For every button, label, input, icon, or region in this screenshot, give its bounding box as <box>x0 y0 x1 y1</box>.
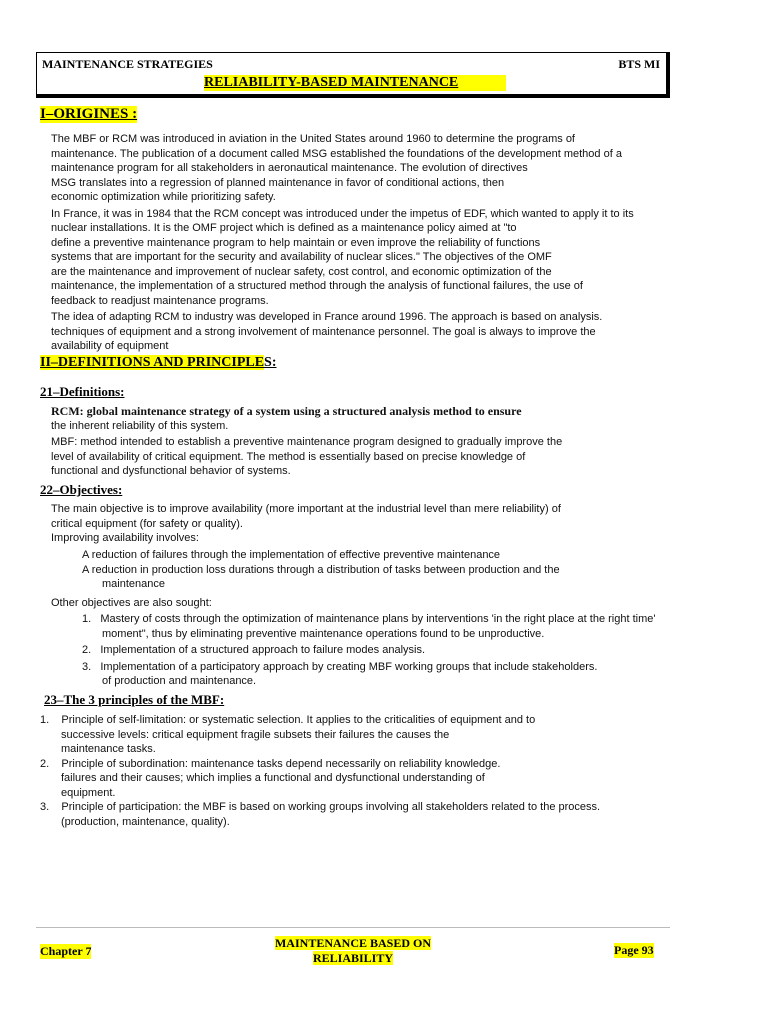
text-line: feedback to readjust maintenance programs. <box>51 294 269 307</box>
text-line: are the maintenance and improvement of nuclear safety, cost control, and economic optimization of the <box>51 265 552 278</box>
other-objectives-label: Other objectives are also sought: <box>51 597 212 609</box>
principle-item: 1. Principle of self-limitation: or systematic selection. It applies to the criticalities of equipment and to <box>40 714 536 726</box>
bullet-continuation: maintenance <box>102 578 165 590</box>
principle-item: 2. Principle of subordination: maintenance tasks depend necessarily on reliability knowledge. <box>40 757 501 770</box>
objectives-body <box>51 502 687 546</box>
text-line: maintenance program for all stakeholders in aeronautical maintenance. The evolution of directives <box>51 162 528 174</box>
footer-divider <box>36 927 670 928</box>
principle-continuation: (production, maintenance, quality). <box>61 815 230 828</box>
section-2-title <box>40 355 277 371</box>
principle-continuation: equipment. <box>61 786 116 799</box>
section-2-title-highlight: II–DEFINITIONS AND PRINCIPLE <box>40 355 265 370</box>
text-line: maintenance, the implementation of a structured method through the analysis of functional failures, the use of <box>51 280 583 292</box>
footer-title-line2: RELIABILITY <box>312 951 394 965</box>
section-2-title-rest: S: <box>264 355 277 370</box>
text-line: economic optimization while prioritizing safety. <box>51 191 276 203</box>
numbered-continuation: of production and maintenance. <box>102 675 257 687</box>
numbered-item: 2. Implementation of a structured approach to failure modes analysis. <box>82 644 426 656</box>
section-1-body <box>51 132 687 354</box>
text-line: The idea of adapting RCM to industry was developed in France around 1996. The approach is based on analysis. <box>51 311 603 323</box>
definitions-body <box>51 404 711 479</box>
text-line: The main objective is to improve availability (more important at the industrial level than mere reliability) of <box>51 503 561 515</box>
text-line: techniques of equipment and a strong involvement of maintenance personnel. The goal is always to improve the <box>51 325 596 338</box>
text-line: level of availability of critical equipment. The method is essentially based on precise knowledge of <box>51 450 526 463</box>
text-line: functional and dysfunctional behavior of systems. <box>51 465 291 477</box>
footer-title <box>256 936 450 966</box>
footer-title-line1: MAINTENANCE BASED ON <box>274 936 432 950</box>
footer-page-number: Page 93 <box>614 943 654 957</box>
rcm-definition: RCM: global maintenance strategy of a system using a structured analysis method to ensure <box>51 404 522 418</box>
principle-item: 3. Principle of participation: the MBF is based on working groups involving all stakeholders related to the process. <box>40 801 601 813</box>
bullet-item: A reduction in production loss durations through a distribution of tasks between production and the <box>82 563 560 576</box>
text-line: Improving availability involves: <box>51 532 199 544</box>
objectives-bullets <box>82 548 682 592</box>
text-line: MSG translates into a regression of planned maintenance in favor of conditional actions, then <box>51 176 505 189</box>
header-title: RELIABILITY-BASED MAINTENANCE <box>204 75 506 91</box>
text-line: availability of equipment <box>51 340 169 352</box>
text-line: nuclear installations. It is the OMF project which is defined as a maintenance policy aimed at "to <box>51 222 517 234</box>
definitions-title: 21–Definitions: <box>40 384 125 399</box>
text-line: the inherent reliability of this system. <box>51 419 229 432</box>
principles-title: 23–The 3 principles of the MBF: <box>44 692 225 707</box>
text-line: The MBF or RCM was introduced in aviation in the United States around 1960 to determine the programs of <box>51 133 575 145</box>
header-left: MAINTENANCE STRATEGIES <box>42 57 213 71</box>
objectives-title: 22–Objectives: <box>40 482 123 497</box>
numbered-item: 3. Implementation of a participatory approach by creating MBF working groups that include stakeholders. <box>82 660 598 673</box>
text-line: systems that are important for the security and availability of nuclear slices." The objectives of the OMF <box>51 251 552 263</box>
header-right: BTS MI <box>618 57 660 71</box>
text-line: In France, it was in 1984 that the RCM concept was introduced under the impetus of EDF, which wanted to apply it to its <box>51 207 634 220</box>
section-1-title: I–ORIGINES : <box>40 106 138 122</box>
numbered-continuation: moment", thus by eliminating preventive maintenance operations found to be unproductive. <box>102 627 545 640</box>
principle-continuation: maintenance tasks. <box>61 743 156 755</box>
text-line: MBF: method intended to establish a preventive maintenance program designed to gradually improve the <box>51 436 563 448</box>
objectives-numbered <box>82 612 768 689</box>
principle-continuation: failures and their causes; which implies a functional and dysfunctional understanding of <box>61 772 485 784</box>
page-header <box>36 52 670 98</box>
principle-continuation: successive levels: critical equipment fragile subsets their failures the causes the <box>61 728 450 741</box>
footer-chapter: Chapter 7 <box>40 944 92 958</box>
text-line: maintenance. The publication of a document called MSG established the foundations of the development method of a <box>51 147 622 160</box>
text-line: critical equipment (for safety or quality). <box>51 517 243 530</box>
numbered-item: 1. Mastery of costs through the optimization of maintenance plans by interventions 'in the right place at the right time' <box>82 613 656 625</box>
principles-list <box>40 713 760 829</box>
bullet-item: A reduction of failures through the implementation of effective preventive maintenance <box>82 549 501 561</box>
text-line: define a preventive maintenance program to help maintain or even improve the reliability of functions <box>51 236 541 249</box>
